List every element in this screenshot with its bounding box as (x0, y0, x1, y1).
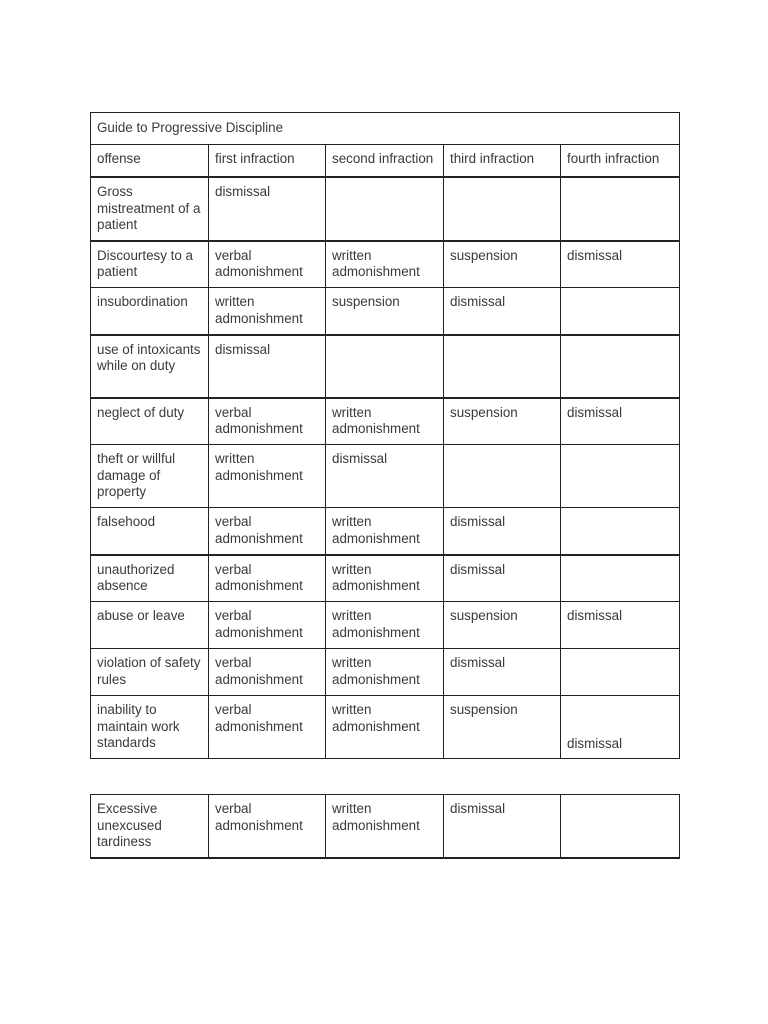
third-infraction-cell: suspension (444, 602, 561, 649)
header-fourth-infraction: fourth infraction (561, 145, 680, 178)
third-infraction-cell: dismissal (444, 795, 561, 858)
offense-cell: theft or willful damage of property (91, 445, 209, 508)
second-infraction-cell: written admonishment (326, 241, 444, 288)
offense-cell: abuse or leave (91, 602, 209, 649)
table-row (91, 649, 680, 696)
first-infraction-cell: verbal admonishment (209, 602, 326, 649)
first-infraction-cell: verbal admonishment (209, 795, 326, 858)
third-infraction-cell (444, 177, 561, 241)
offense-cell: neglect of duty (91, 398, 209, 445)
third-infraction-cell: suspension (444, 398, 561, 445)
second-infraction-cell: suspension (326, 288, 444, 335)
second-infraction-cell: written admonishment (326, 602, 444, 649)
fourth-infraction-cell (561, 508, 680, 555)
table-row (91, 398, 680, 445)
header-third-infraction: third infraction (444, 145, 561, 178)
first-infraction-cell: verbal admonishment (209, 555, 326, 602)
table-row (91, 177, 680, 241)
offense-cell: Gross mistreatment of a patient (91, 177, 209, 241)
first-infraction-cell: verbal admonishment (209, 241, 326, 288)
first-infraction-cell: verbal admonishment (209, 696, 326, 759)
offense-cell: use of intoxicants while on duty (91, 335, 209, 398)
fourth-infraction-cell (561, 795, 680, 858)
table-row (91, 602, 680, 649)
tardiness-table (90, 794, 680, 859)
third-infraction-cell (444, 445, 561, 508)
fourth-infraction-cell: dismissal (561, 398, 680, 445)
discipline-table (90, 112, 680, 759)
fourth-infraction-cell: dismissal (561, 602, 680, 649)
fourth-infraction-cell (561, 288, 680, 335)
first-infraction-cell: verbal admonishment (209, 649, 326, 696)
second-infraction-cell: written admonishment (326, 555, 444, 602)
offense-cell: insubordination (91, 288, 209, 335)
offense-cell: Excessive unexcused tardiness (91, 795, 209, 858)
table-row (91, 335, 680, 398)
table-title: Guide to Progressive Discipline (91, 113, 680, 145)
first-infraction-cell: dismissal (209, 335, 326, 398)
first-infraction-cell: dismissal (209, 177, 326, 241)
table-title-row (91, 113, 680, 145)
second-infraction-cell (326, 335, 444, 398)
fourth-infraction-cell: dismissal (561, 696, 680, 759)
second-infraction-cell: written admonishment (326, 649, 444, 696)
first-infraction-cell: written admonishment (209, 445, 326, 508)
table-row (91, 555, 680, 602)
second-infraction-cell: written admonishment (326, 795, 444, 858)
fourth-infraction-cell (561, 649, 680, 696)
third-infraction-cell: dismissal (444, 508, 561, 555)
second-infraction-cell: written admonishment (326, 398, 444, 445)
table-row (91, 508, 680, 555)
second-infraction-cell: dismissal (326, 445, 444, 508)
fourth-infraction-cell: dismissal (561, 241, 680, 288)
fourth-infraction-cell (561, 445, 680, 508)
table-row (91, 696, 680, 759)
third-infraction-cell: dismissal (444, 288, 561, 335)
fourth-infraction-cell (561, 177, 680, 241)
header-first-infraction: first infraction (209, 145, 326, 178)
header-offense: offense (91, 145, 209, 178)
offense-cell: falsehood (91, 508, 209, 555)
table-row (91, 241, 680, 288)
first-infraction-cell: written admonishment (209, 288, 326, 335)
third-infraction-cell: suspension (444, 241, 561, 288)
fourth-infraction-cell (561, 555, 680, 602)
table-row (91, 288, 680, 335)
offense-cell: inability to maintain work standards (91, 696, 209, 759)
second-infraction-cell: written admonishment (326, 508, 444, 555)
table-row (91, 445, 680, 508)
fourth-infraction-cell (561, 335, 680, 398)
table-row (91, 795, 680, 858)
third-infraction-cell: dismissal (444, 555, 561, 602)
third-infraction-cell: dismissal (444, 649, 561, 696)
third-infraction-cell (444, 335, 561, 398)
second-infraction-cell: written admonishment (326, 696, 444, 759)
offense-cell: unauthorized absence (91, 555, 209, 602)
header-second-infraction: second infraction (326, 145, 444, 178)
table-header-row (91, 145, 680, 178)
offense-cell: violation of safety rules (91, 649, 209, 696)
second-infraction-cell (326, 177, 444, 241)
offense-cell: Discourtesy to a patient (91, 241, 209, 288)
first-infraction-cell: verbal admonishment (209, 398, 326, 445)
third-infraction-cell: suspension (444, 696, 561, 759)
first-infraction-cell: verbal admonishment (209, 508, 326, 555)
